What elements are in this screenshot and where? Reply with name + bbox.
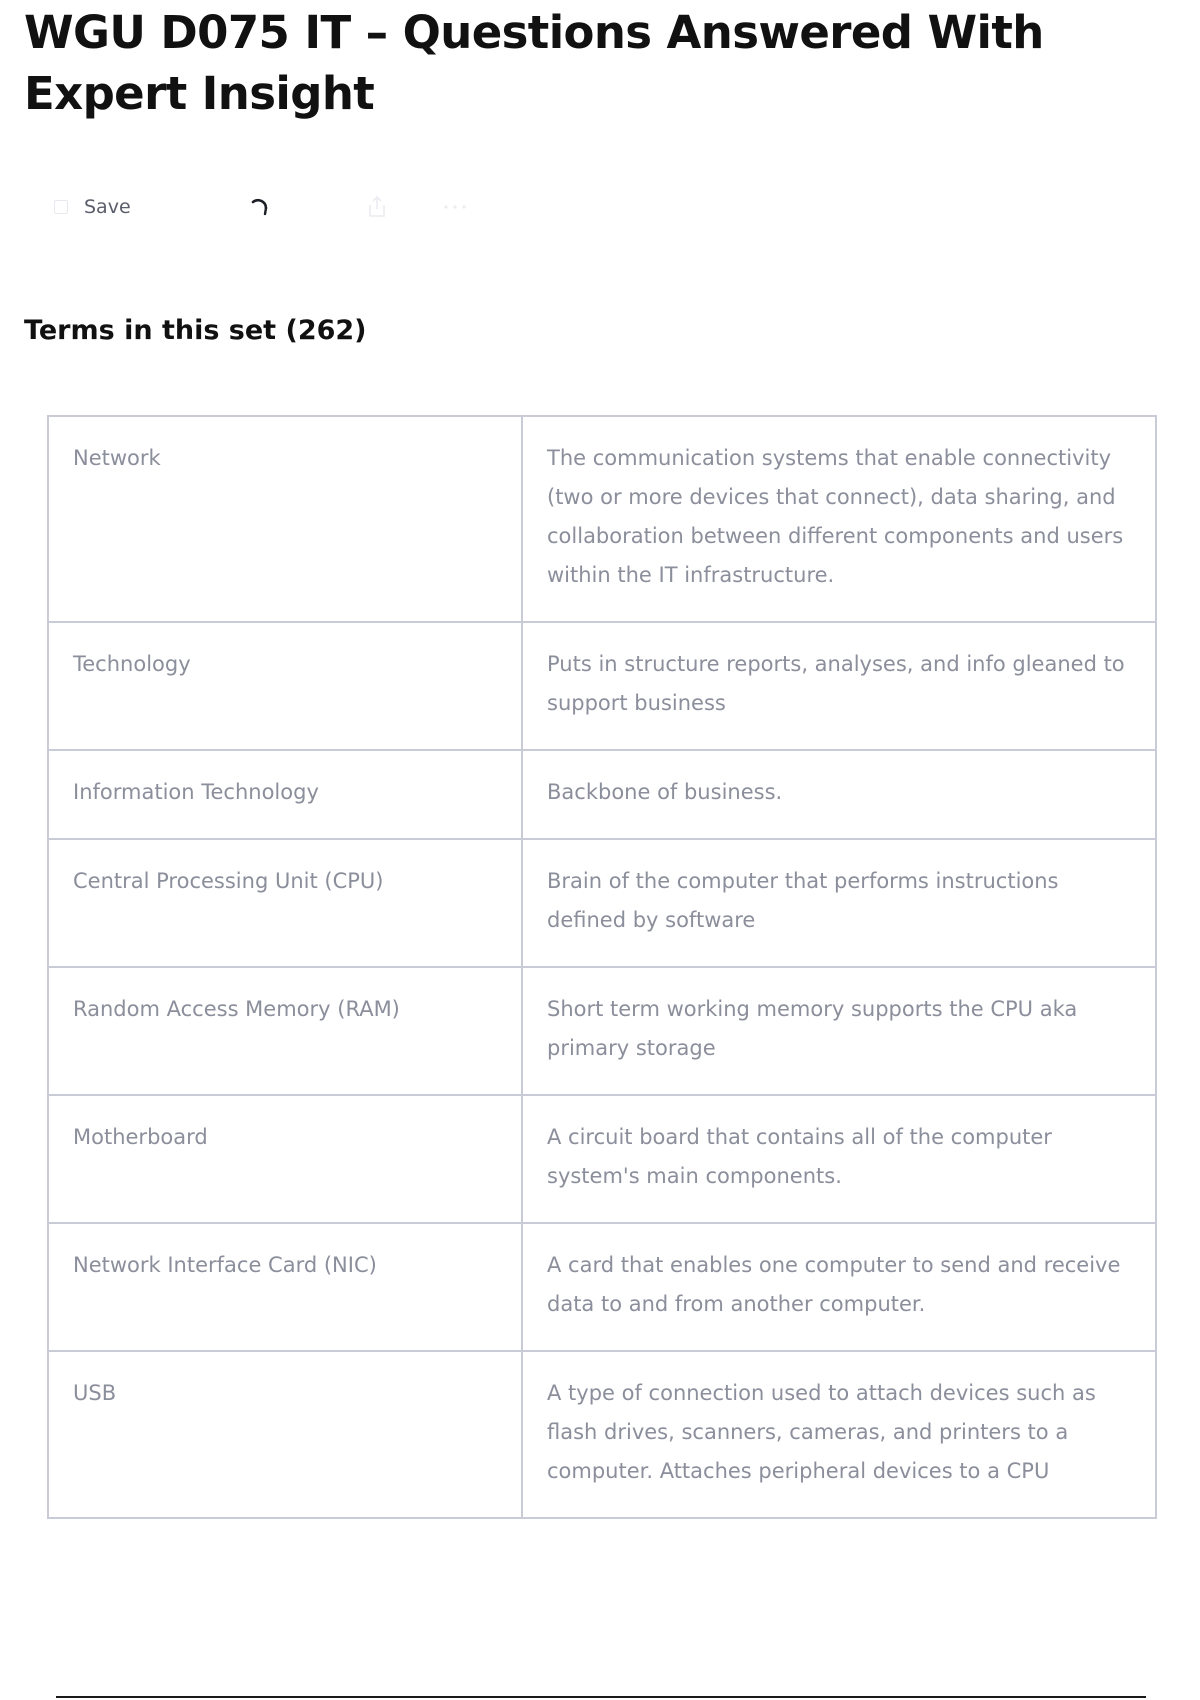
loading-button[interactable]	[244, 190, 274, 224]
definition-cell: A circuit board that contains all of the computer system's main components.	[522, 1095, 1156, 1223]
definition-cell: Puts in structure reports, analyses, and info gleaned to support business	[522, 622, 1156, 750]
term-cell: Central Processing Unit (CPU)	[48, 839, 522, 967]
term-row	[48, 622, 1156, 750]
share-icon	[362, 192, 392, 222]
term-cell: Information Technology	[48, 750, 522, 839]
term-row	[48, 839, 1156, 967]
terms-heading: Terms in this set (262)	[24, 315, 367, 346]
term-row	[48, 1351, 1156, 1518]
more-options-button[interactable]	[438, 190, 472, 224]
term-cell: Random Access Memory (RAM)	[48, 967, 522, 1095]
terms-table	[47, 415, 1157, 1519]
more-icon	[438, 192, 472, 222]
definition-cell: A card that enables one computer to send and receive data to and from another computer.	[522, 1223, 1156, 1351]
term-row	[48, 967, 1156, 1095]
term-cell: Technology	[48, 622, 522, 750]
term-row	[48, 1095, 1156, 1223]
definition-cell: Backbone of business.	[522, 750, 1156, 839]
spinner-icon	[244, 192, 274, 222]
definition-cell: The communication systems that enable connectivity (two or more devices that connect), data sharing, and collaboration between different components and users within the IT infrastructure.	[522, 416, 1156, 622]
bookmark-icon	[54, 200, 68, 214]
term-row	[48, 750, 1156, 839]
save-button[interactable]	[54, 190, 131, 224]
share-button[interactable]	[362, 190, 392, 224]
term-row	[48, 416, 1156, 622]
definition-cell: A type of connection used to attach devices such as flash drives, scanners, cameras, and printers to a computer. Attaches peripheral devices to a CPU	[522, 1351, 1156, 1518]
footer-divider	[56, 1696, 1146, 1698]
definition-cell: Brain of the computer that performs instructions defined by software	[522, 839, 1156, 967]
definition-cell: Short term working memory supports the CPU aka primary storage	[522, 967, 1156, 1095]
page-title: WGU D075 IT – Questions Answered With Expert Insight	[24, 6, 1044, 120]
term-cell: Network Interface Card (NIC)	[48, 1223, 522, 1351]
term-row	[48, 1223, 1156, 1351]
save-label: Save	[84, 196, 131, 218]
term-cell: Motherboard	[48, 1095, 522, 1223]
term-cell: USB	[48, 1351, 522, 1518]
set-toolbar	[54, 190, 494, 224]
term-cell: Network	[48, 416, 522, 622]
